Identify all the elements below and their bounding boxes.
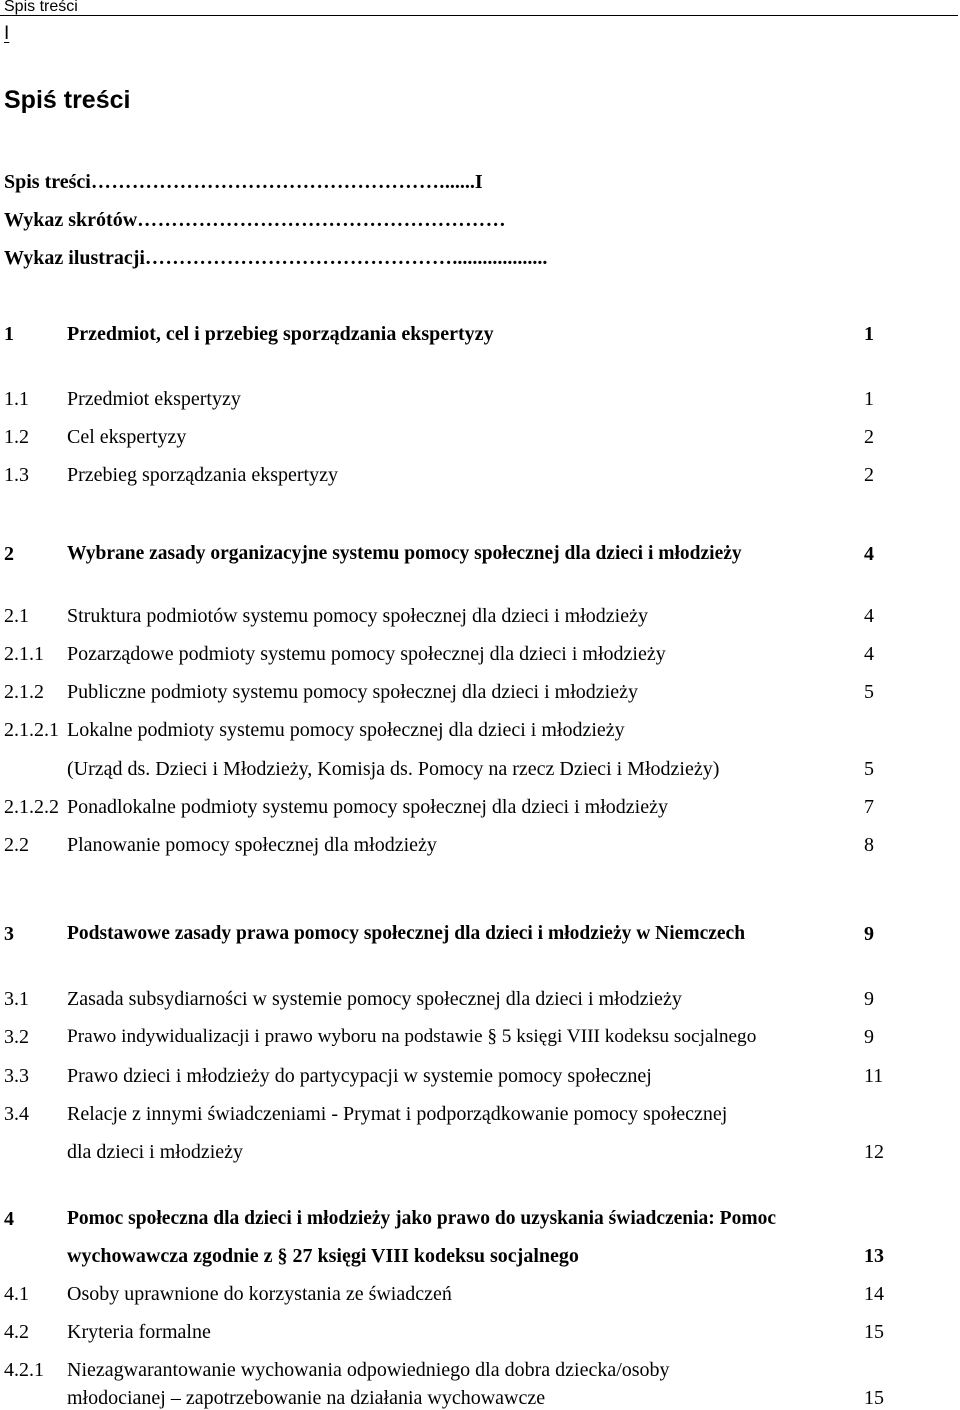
entry-title: Zasada subsydiarności w systemie pomocy społecznej dla dzieci i młodzieży [67,988,682,1010]
toc-entry[interactable] [0,987,960,1011]
leader-label: Wykaz skrótów [4,209,138,231]
toc-entry[interactable] [0,542,960,566]
entry-title: Podstawowe zasady prawa pomocy społecznej dla dzieci i młodzieży w Niemczech [67,923,746,944]
entry-title: (Urząd ds. Dzieci i Młodzieży, Komisja ds. Pomocy na rzecz Dzieci i Młodzieży) [67,758,720,780]
entry-page: 15 [864,1387,884,1409]
entry-number: 2.1.2.1 [4,719,59,741]
entry-page: 8 [864,834,874,856]
entry-number: 3.4 [4,1103,29,1125]
entry-number: 1.1 [4,388,29,410]
entry-number: 3.3 [4,1065,29,1087]
toc-entry[interactable] [0,1358,960,1382]
toc-entry[interactable] [0,1207,960,1231]
toc-entry-continuation[interactable] [0,1244,960,1268]
entry-page: 2 [864,426,874,448]
entry-number: 2.1.2 [4,681,44,703]
entry-page: 9 [864,1026,874,1048]
toc-entry[interactable] [0,604,960,628]
entry-title: Prawo indywidualizacji i prawo wyboru na podstawie § 5 księgi VIII kodeksu socjalnego [67,1026,757,1047]
toc-entry-continuation[interactable] [0,757,960,781]
entry-number: 1 [4,323,14,345]
toc-entry[interactable] [0,322,960,346]
header-rule [0,15,958,16]
entry-title: Przedmiot, cel i przebieg sporządzania ekspertyzy [67,323,494,345]
entry-page: 1 [864,388,874,410]
toc-entry[interactable] [0,1064,960,1088]
entry-title: wychowawcza zgodnie z § 27 księgi VIII kodeksu socjalnego [67,1245,579,1267]
toc-entry[interactable] [0,922,960,946]
entry-number: 3.1 [4,988,29,1010]
entry-number: 2.2 [4,834,29,856]
entry-title: Ponadlokalne podmioty systemu pomocy społecznej dla dzieci i młodzieży [67,796,668,818]
toc-entry[interactable] [0,642,960,666]
toc-entry-continuation[interactable] [0,1140,960,1164]
entry-title: młodocianej – zapotrzebowanie na działania wychowawcze [67,1387,546,1409]
entry-title: Wybrane zasady organizacyjne systemu pomocy społecznej dla dzieci i młodzieży [67,543,742,564]
leader-dots: ……………………………………………. [90,171,445,193]
entry-page: 14 [864,1283,884,1305]
leader-dots: ……………………………………………… [137,209,507,231]
entry-title: Relacje z innymi świadczeniami - Prymat i podporządkowanie pomocy społecznej [67,1103,728,1125]
entry-title: Struktura podmiotów systemu pomocy społecznej dla dzieci i młodzieży [67,605,648,627]
toc-entry[interactable] [0,1320,960,1344]
entry-number: 2.1 [4,605,29,627]
entry-title: Pomoc społeczna dla dzieci i młodzieży jako prawo do uzyskania świadczenia: Pomoc [67,1208,776,1229]
leader-label: Wykaz ilustracji [4,247,145,269]
entry-number: 4.2 [4,1321,29,1343]
entry-number: 2 [4,543,14,565]
entry-title: Publiczne podmioty systemu pomocy społecznej dla dzieci i młodzieży [67,681,638,703]
toc-entry[interactable] [0,1102,960,1126]
toc-entry[interactable] [0,718,960,742]
entry-page: 11 [864,1065,884,1087]
toc-entry[interactable] [0,387,960,411]
entry-number: 4.1 [4,1283,29,1305]
entry-page: 1 [864,323,874,345]
toc-entry-continuation[interactable] [0,1386,960,1410]
toc-entry[interactable] [0,463,960,487]
toc-leader-row[interactable] [4,170,483,194]
toc-entry[interactable] [0,1282,960,1306]
entry-page: 4 [864,643,874,665]
entry-number: 4 [4,1208,14,1230]
toc-entry[interactable] [0,680,960,704]
toc-leader-row[interactable] [4,246,547,270]
entry-title: Kryteria formalne [67,1321,211,1343]
entry-number: 3 [4,923,14,945]
entry-page: 5 [864,758,874,780]
entry-title: Pozarządowe podmioty systemu pomocy społecznej dla dzieci i młodzieży [67,643,666,665]
leader-label: Spis treści [4,171,91,193]
toc-entry[interactable] [0,1025,960,1049]
entry-page: 9 [864,988,874,1010]
entry-page: 4 [864,605,874,627]
toc-entry[interactable] [0,795,960,819]
entry-title: Osoby uprawnione do korzystania ze świadczeń [67,1283,452,1305]
entry-number: 2.1.1 [4,643,44,665]
entry-title: Planowanie pomocy społecznej dla młodzieży [67,834,437,856]
entry-page: 13 [864,1245,884,1267]
toc-leader-row[interactable] [4,208,506,232]
leader-page: ................... [452,247,548,269]
entry-number: 2.1.2.2 [4,796,59,818]
entry-number: 3.2 [4,1026,29,1048]
entry-page: 7 [864,796,874,818]
entry-number: 4.2.1 [4,1359,44,1381]
entry-page: 15 [864,1321,884,1343]
page-title: Spiś treści [4,86,131,114]
entry-title: Niezagwarantowanie wychowania odpowiedniego dla dobra dziecka/osoby [67,1359,670,1381]
leader-dots: ……………………………………… [144,247,453,269]
entry-number: 1.3 [4,464,29,486]
entry-page: 5 [864,681,874,703]
entry-page: 4 [864,543,874,565]
leader-page: ......I [444,171,483,193]
entry-page: 9 [864,923,874,945]
toc-entry[interactable] [0,833,960,857]
entry-title: Przebieg sporządzania ekspertyzy [67,464,338,486]
entry-title: Prawo dzieci i młodzieży do partycypacji w systemie pomocy społecznej [67,1065,652,1087]
entry-title: Cel ekspertyzy [67,426,187,448]
toc-entry[interactable] [0,425,960,449]
entry-page: 2 [864,464,874,486]
running-header-page: I [4,23,10,44]
running-header-title: Spis treści [4,0,78,15]
entry-title: Przedmiot ekspertyzy [67,388,241,410]
entry-number: 1.2 [4,426,29,448]
entry-title: Lokalne podmioty systemu pomocy społecznej dla dzieci i młodzieży [67,719,625,741]
entry-page: 12 [864,1141,884,1163]
entry-title: dla dzieci i młodzieży [67,1141,244,1163]
